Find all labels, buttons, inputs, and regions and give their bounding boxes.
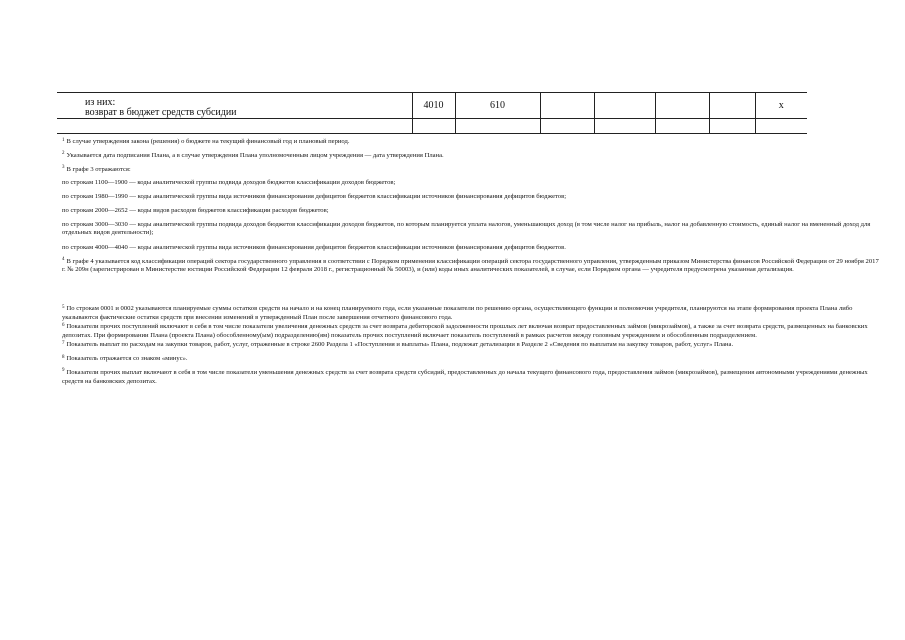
row-name-cell [57,93,412,119]
table-cell [412,119,455,134]
table-cell [709,93,755,119]
footnote-text: По строкам 0001 и 0002 указываются планируемые суммы остатков средств на начало и на конец планируемого года, если указанные показатели по решению органа, осуществляющего функции и полномочия учредителя, планируются на этапе формирования проекта Плана либо указываются фактические остатки средств при внесении изменений в утвержденный План после завершения отчетного финансового года. [62,305,853,321]
footnote-marker: 2 [62,151,65,157]
table-cell [594,93,655,119]
table-cell [709,119,755,134]
footnote-text: В графе 4 указывается код классификации операций сектора государственного управления в соответствии с Порядком применения классификации операций сектора государственного управления, утвержденным приказом Министерства финансов Российской Федерации от 29 ноября 2017 г. № 209н (зарегистрирован в Министерстве юстиции Российской Федерации 12 февраля 2018 г., регистрационный № 50003), и (или) коды иных аналитических показателей, в случае, если Порядком органа — учредителя предусмотрена указанная детализация. [62,257,879,274]
footnote-marker: 5 [62,304,65,310]
footnote-3-item: по строкам 1100—1900 — коды аналитической группы подвида доходов бюджетов классификации доходов бюджетов; [62,179,396,187]
footnote-marker: 3 [62,165,65,171]
footnote-5 [62,305,882,322]
footnote-marker: 9 [62,368,65,374]
footnote-3-item: по строкам 3000—3030 — коды аналитической группы подвида доходов бюджетов классификации доходов бюджетов, по которым планируется уплата налогов, уменьшающих доход (в том числе налог на прибыль, налог на добавленную стоимость, единый налог на вмененный доход для отдельных видов деятельности); [62,220,871,237]
spacer [62,280,882,305]
table-cell [540,93,594,119]
footnote-text: В графе 3 отражаются: [66,165,131,173]
table-row [57,93,807,119]
footnote-text: Показатель отражается со знаком «минус». [66,355,188,363]
footnote-marker: 6 [62,322,65,328]
table-cell [540,119,594,134]
footnote-4 [62,258,882,275]
footnote-marker: 4 [62,257,65,263]
row-kbk-cell: 610 [455,93,540,119]
footnote-3 [62,166,882,175]
row-code-cell: 4010 [412,93,455,119]
footnote-marker: 1 [62,137,65,143]
footnote-1 [62,138,882,147]
footnote-marker: 7 [62,340,65,346]
table-cell [594,119,655,134]
table-cell [755,119,807,134]
footnote-7 [62,341,882,350]
row-name-line1: из них: [85,97,116,108]
footnote-text: Показатели прочих выплат включают в себя в том числе показатели уменьшения денежных средств за счет возврата средств субсидий, предоставленных до начала текущего финансового года, предоставления займов (микрозаймов), размещения автономными учреждениями денежных средств на банковских депозитах. [62,368,868,385]
footnote-marker: 8 [62,354,65,360]
footnote-6 [62,323,882,340]
footnote-9 [62,369,882,386]
table-cell [57,119,412,134]
table-cell [655,93,709,119]
footnote-2 [62,152,882,161]
table-cell [455,119,540,134]
footnote-text: Показатель выплат по расходам на закупки товаров, работ, услуг, отраженные в строке 2600 Раздела 1 «Поступления и выплаты» Плана, подлежат детализации в Разделе 2 «Сведения по выплатам на закупку товаров, работ, услуг» Плана. [66,341,734,349]
row-name-line2: возврат в бюджет средств субсидии [85,107,237,118]
plan-table-fragment [57,92,807,134]
footnote-text: В случае утверждения закона (решения) о бюджете на текущий финансовый год и плановый период. [66,138,350,145]
footnote-8 [62,355,882,364]
table-cell [655,119,709,134]
footnote-3-item: по строкам 4000—4040 — коды аналитической группы вида источников финансирования дефицитов бюджетов классификации источников финансирования дефицитов бюджетов. [62,243,566,251]
footnote-3-item: по строкам 1980—1990 — коды аналитической группы вида источников финансирования дефицитов бюджетов классификации источников финансирования дефицитов бюджетов; [62,193,567,201]
row-last-cell: x [755,93,807,119]
footnote-text: Указывается дата подписания Плана, а в случае утверждения Плана уполномоченным лицом учреждения — дата утверждения Плана. [66,151,444,159]
footnote-3-item: по строкам 2000—2652 — коды видов расходов бюджетов классификации расходов бюджетов; [62,206,329,214]
footnote-text: Показатели прочих поступлений включают в себя в том числе показатели увеличения денежных средств за счет возврата дебиторской задолженности прошлых лет включая возврат предоставленных займов (микрозаймов), а также за счет возврата средств, размещенных на банковских депозитах. При формировании Плана (проекта Плана) обособленному(ым) подразделению(ям) показатель прочих поступлений включает показатель поступлений в рамках расчетов между головным учреждением и обособленным подразделением. [62,323,868,339]
table-row-blank [57,119,807,134]
footnotes [62,138,882,391]
